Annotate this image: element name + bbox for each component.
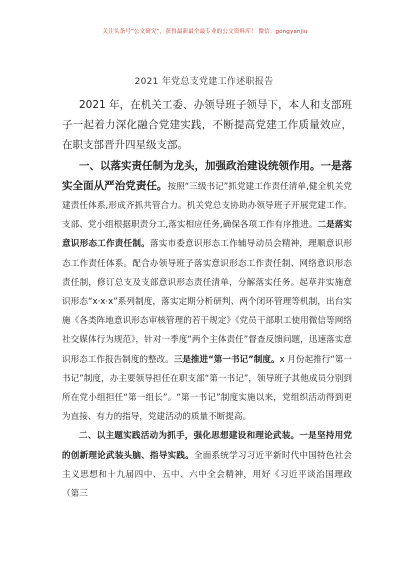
document-body [62,96,352,504]
header-banner: 关注头条号“公文研究”，获得最新最全最专业的公文资料库！ 微信：gongyanjiu [102,29,308,35]
section-one-text-3: x 月份起推行“第一书记”制度，办主要领导担任在职支部“第一书记”，领导班子其他成员分别到所在党小组担任“第一组长”。“第一书记”制度实施以来，党组织活动得到更为直接、有力的指导，党建活动的质量不断提高。 [62,354,352,423]
document-title: 2021 年党总支党建工作述职报告 [134,77,274,87]
section-one-paragraph [62,157,352,428]
section-one-heading: 一、以落实责任制为龙头，加强政治建设统领作用。一是落实全面从严治党责任。 [62,159,352,192]
section-one-text-1: 按照“三级书记”抓党建工作责任清单,健全机关党建责任体系,形成齐抓共管合力。机关党总支协助办领导班子开展党建工作。支部、党小组根据职责分工,落实相应任务,确保各项工作有序推进。 [62,181,353,231]
section-one-heading-3: 三是推进“第一书记”制度。 [173,354,280,365]
section-one-heading-2: 二是落实意识形态工作责任制。 [62,220,352,250]
intro-paragraph [62,96,352,157]
section-two-heading: 二、以主题实践活动为抓手，强化思想建设和理论武装。一是坚持用党的创新理论武装头脑、指导实践。 [62,431,352,461]
intro-text: 2021 年，在机关工委、办领导班子领导下，本人和支部班子一起着力深化融合党建实践，不断提高党建工作质量效应，在职支部晋升四星级支部。 [62,99,352,152]
section-one-text-2: 落实市委意识形态工作辅导动员会精神，理顺意识形态工作责任体系。配合办领导班子落实意识形态工作责任制、网络意识形态责任制，修订总支及支部意识形态责任清单，分解落实任务。起草并实施意识形态“x·x·x”系列制度，落实定期分析研判、两个闭环管理等机制，出台实施《各类阵地意识形态审核管理的若干规定》《党员干部职工使用微信等网络社交媒体行为规范》，针对一季度“两个主体责任”督查反馈问题，迅速落实意识形态工作报告制度的整改。 [62,239,352,365]
section-two-text-1: 全面系统学习习近平新时代中国特色社会主义思想和十九届四中、五中、六中全会精神，用好《习近平谈治国理政（第三 [62,450,352,500]
section-two-paragraph [62,427,352,504]
